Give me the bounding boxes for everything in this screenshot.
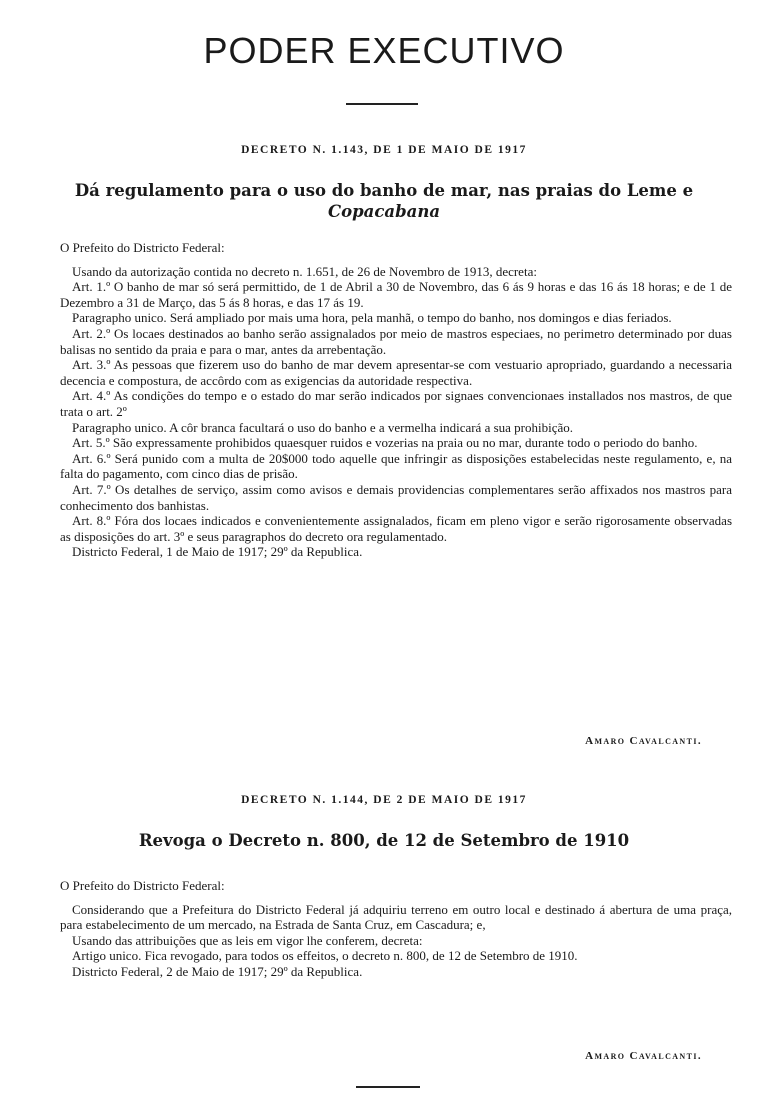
decree-1-paragrapho: Paragrapho unico. Será ampliado por mais uma hora, pela manhã, o tempo do banho, nos domingos e dias feriados. [72,310,672,326]
title-rule [346,103,418,105]
decree-1-article-3: Art. 3.º As pessoas que fizerem uso do banho de mar devem apresentar-se com vestuario apropriado, guardando a necessaria decencia e compostura, de accôrdo com as exigencias da autoridade respectiva. [60,357,732,388]
page-title: PODER EXECUTIVO [203,30,565,71]
decree-1-opening: O Prefeito do Districto Federal: [60,240,225,255]
decree-1-paragraph: Usando da autorização contida no decreto n. 1.651, de 26 de Novembro de 1913, decreta: [72,263,537,279]
decree-1-article-8: Art. 8.º Fóra dos locaes indicados e convenientemente assignalados, ficam em pleno vigor e serão rigorosamente observadas as disposições do art. 3º e seus paragraphos do decreto ora regulamentado. [60,513,732,544]
decree-1-body [60,240,732,560]
decree-2-opening: O Prefeito do Districto Federal: [60,878,225,893]
decree-2-signature: Amaro Cavalcanti. [585,1050,702,1062]
decree-1-article-4: Art. 4.º As condições do tempo e o estado do mar serão indicados por signaes convencionaes installados nos mastros, de que trata o art. 2º [60,388,732,419]
decree-1-title-line2: Copacabana [327,202,441,221]
decree-2-title: Revoga o Decreto n. 800, de 12 de Setembro de 1910 [138,831,630,850]
decree-2-header: DECRETO N. 1.144, DE 2 DE MAIO DE 1917 [241,794,527,806]
footer-rule [356,1086,420,1088]
decree-1-article-7: Art. 7.º Os detalhes de serviço, assim como avisos e demais providencias complementares serão affixados nos mastros para conhecimento dos banhistas. [60,481,732,513]
decree-2-usando: Usando das attribuições que as leis em vigor lhe conferem, decreta: [72,932,423,948]
decree-1-article-2: Art. 2.º Os locaes destinados ao banho serão assignalados por meio de mastros especiaes, no perimetro determinado por duas balisas no sentido da praia e para o mar, antes da arrebentação. [60,325,732,357]
decree-1-signature: Amaro Cavalcanti. [585,735,702,747]
decree-2-body [60,878,732,980]
decree-1-article-6: Art. 6.º Será punido com a multa de 20$000 todo aquelle que infringir as disposições estabelecidas neste regulamento, e, na falta do pagamento, com cinco dias de prisão. [60,450,732,482]
decree-1-header: DECRETO N. 1.143, DE 1 DE MAIO DE 1917 [241,144,527,156]
decree-1-title [30,180,738,222]
decree-1-article-1: Art. 1.º O banho de mar só será permittido, de 1 de Abril a 30 de Novembro, das 6 ás 9 horas e das 16 ás 18 horas; e de 1 de Dezembro a 31 de Março, das 5 ás 8 horas, e das 17 ás 19. [60,279,732,310]
decree-1-title-line1: Dá regulamento para o uso do banho de mar, nas praias do Leme e [74,181,694,200]
decree-2-considerando: Considerando que a Prefeitura do Districto Federal já adquiriu terreno em outro local e destinado á abertura de uma praça, para estabelecimento de um mercado, na Estrada de Santa Cruz, em Cascadura; e, [60,901,732,933]
decree-1-date-line: Districto Federal, 1 de Maio de 1917; 29º da Republica. [72,544,363,560]
decree-1-article-5: Art. 5.º São expressamente prohibidos quaesquer ruidos e vozerias na praia ou no mar, durante todo o periodo do banho. [72,435,698,451]
decree-2-date-line: Districto Federal, 2 de Maio de 1917; 29º da Republica. [72,963,363,979]
decree-1-paragrapho: Paragrapho unico. A côr branca facultará o uso do banho e a vermelha indicará a sua prohibição. [72,419,574,435]
decree-2-artigo-unico: Artigo unico. Fica revogado, para todos os effeitos, o decreto n. 800, de 12 de Setembro de 1910. [72,948,578,964]
